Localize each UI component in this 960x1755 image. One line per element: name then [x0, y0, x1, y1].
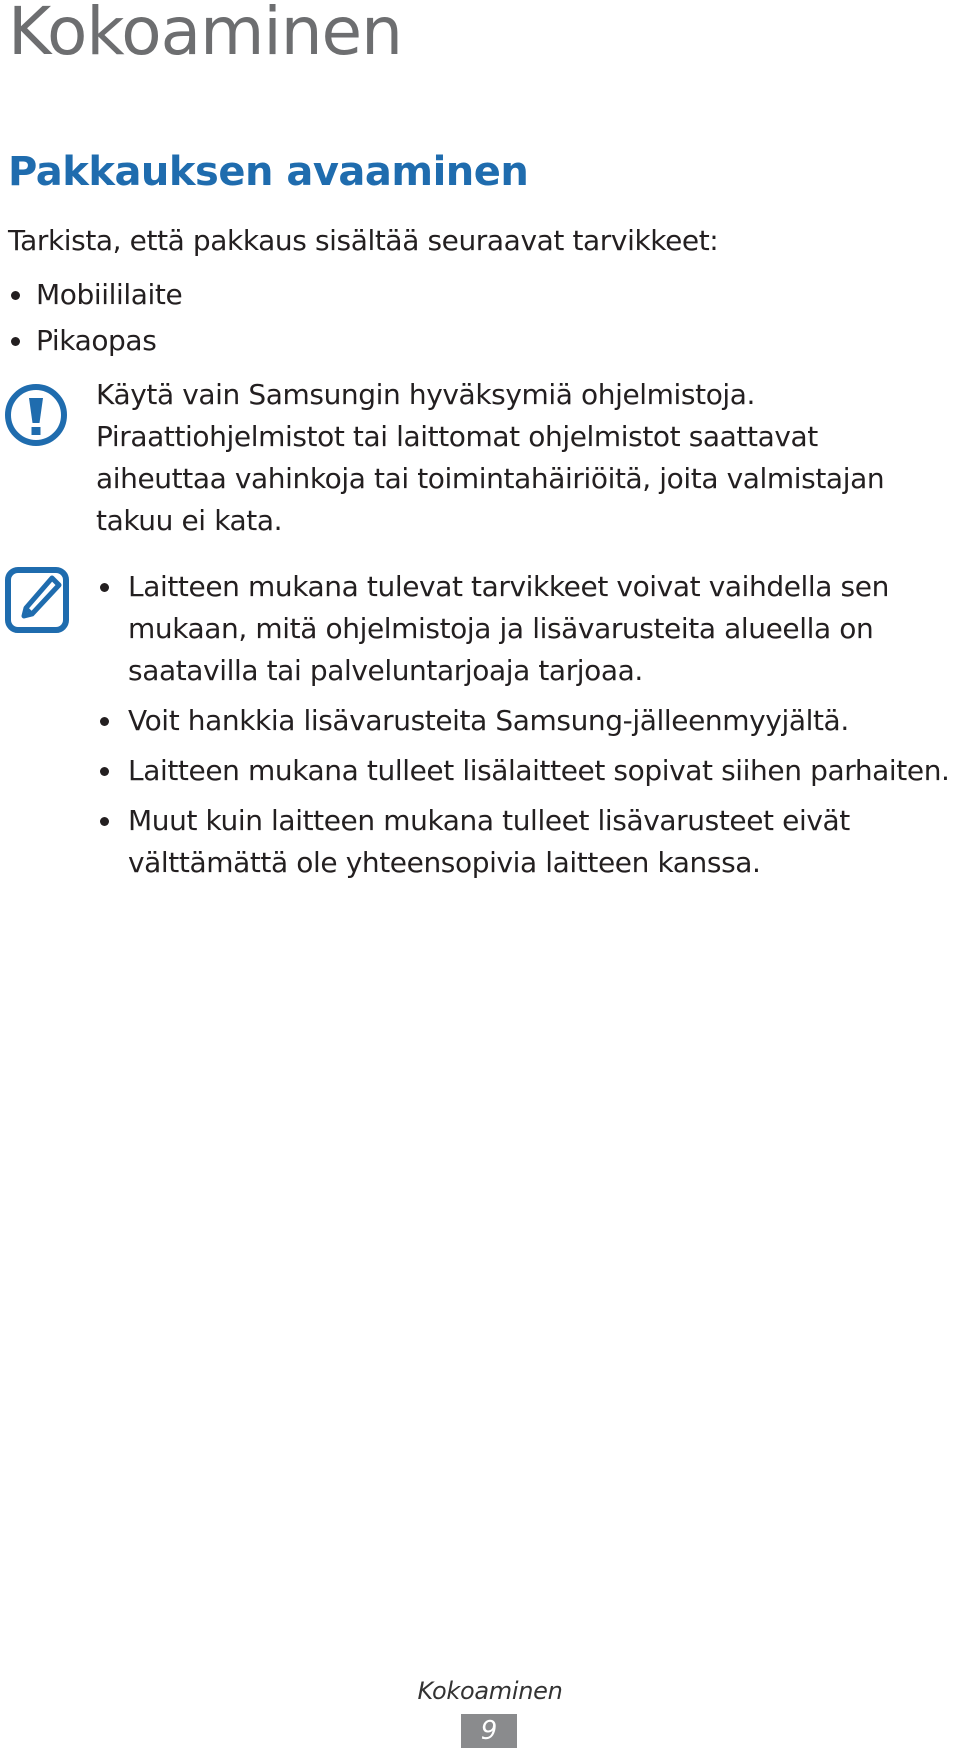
list-item: Laitteen mukana tulleet lisälaitteet sopivat siihen parhaiten.: [96, 750, 956, 792]
list-item: Pikaopas: [8, 318, 182, 364]
intro-text: Tarkista, että pakkaus sisältää seuraavat tarvikkeet:: [8, 224, 719, 257]
section-title: Pakkauksen avaaminen: [8, 149, 529, 195]
list-item: Muut kuin laitteen mukana tulleet lisävarusteet eivät välttämättä ole yhteensopivia laitteen kanssa.: [96, 800, 956, 884]
chapter-title: Kokoaminen: [8, 0, 402, 70]
warning-text: Käytä vain Samsungin hyväksymiä ohjelmistoja. Piraattiohjelmistot tai laittomat ohjelmistot saattavat aiheuttaa vahinkoja tai toimintahäiriöitä, joita valmistajan takuu ei kata.: [96, 378, 885, 537]
note-pencil-icon: [4, 566, 72, 634]
package-contents-list: [8, 272, 182, 364]
list-item: Mobiililaite: [8, 272, 182, 318]
list-item: Voit hankkia lisävarusteita Samsung-jälleenmyyjältä.: [96, 700, 956, 742]
warning-exclamation-icon: [4, 383, 68, 447]
list-item: Laitteen mukana tulevat tarvikkeet voivat vaihdella sen mukaan, mitä ohjelmistoja ja lisävarusteita alueella on saatavilla tai palveluntarjoaja tarjoaa.: [96, 566, 956, 692]
notes-list: [96, 566, 956, 892]
footer-chapter-label: Kokoaminen: [417, 1677, 563, 1705]
page-number: 9: [461, 1714, 517, 1748]
